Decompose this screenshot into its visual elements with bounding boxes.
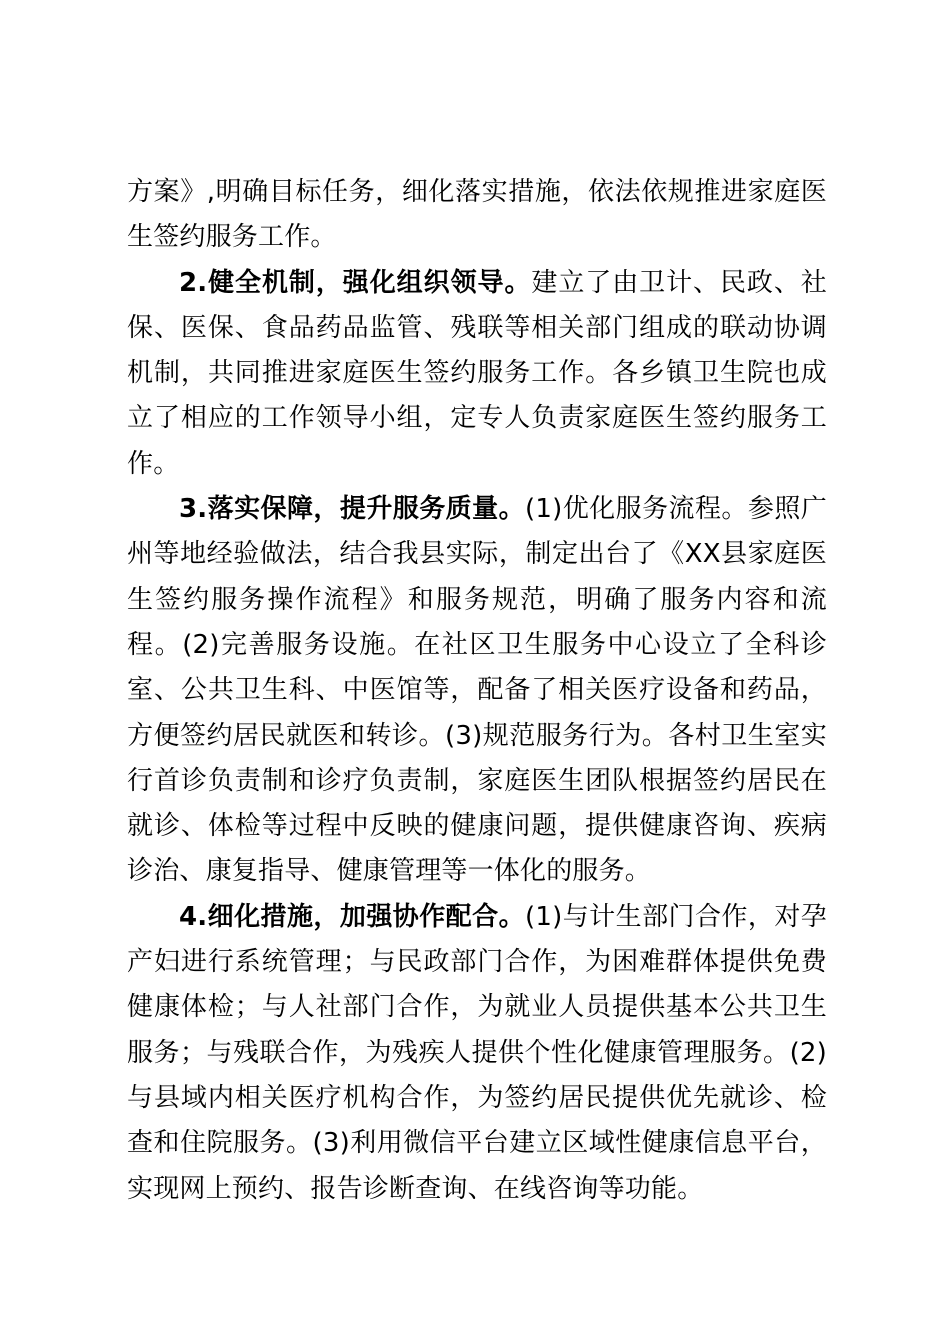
paragraph-text: 建立了由卫计、民政、社保、医保、食品药品监管、残联等相关部门组成的联动协调机制，共同推进家庭医生签约服务工作。各乡镇卫生院也成立了相应的工作领导小组，定专人负责家庭医生签约服务工作。: [127, 267, 827, 479]
paragraph-cooperation: [127, 895, 827, 1212]
paragraph-guarantee: [127, 487, 827, 895]
paragraph-text: (1)与计生部门合作，对孕产妇进行系统管理；与民政部门合作，为困难群体提供免费健康体检；与人社部门合作，为就业人员提供基本公共卫生服务；与残联合作，为残疾人提供个性化健康管理服务。(2)与县域内相关医疗机构合作，为签约居民提供优先就诊、检查和住院服务。(3)利用微信平台建立区域性健康信息平台，实现网上预约、报告诊断查询、在线咨询等功能。: [127, 901, 827, 1204]
paragraph-heading: 2.健全机制，强化组织领导。: [179, 267, 532, 298]
paragraph-continuation: [127, 170, 827, 261]
paragraph-heading: 4.细化措施，加强协作配合。: [179, 901, 526, 932]
paragraph-text: (1)优化服务流程。参照广州等地经验做法，结合我县实际，制定出台了《XX县家庭医生签约服务操作流程》和服务规范，明确了服务内容和流程。(2)完善服务设施。在社区卫生服务中心设立了全科诊室、公共卫生科、中医馆等，配备了相关医疗设备和药品，方便签约居民就医和转诊。(3)规范服务行为。各村卫生室实行首诊负责制和诊疗负责制，家庭医生团队根据签约居民在就诊、体检等过程中反映的健康问题，提供健康咨询、疾病诊治、康复指导、健康管理等一体化的服务。: [127, 494, 827, 887]
paragraph-mechanism: [127, 261, 827, 487]
paragraph-heading: 3.落实保障，提升服务质量。: [179, 494, 526, 525]
document-body: [127, 170, 827, 1212]
paragraph-text: 方案》,明确目标任务，细化落实措施，依法依规推进家庭医生签约服务工作。: [127, 177, 827, 253]
